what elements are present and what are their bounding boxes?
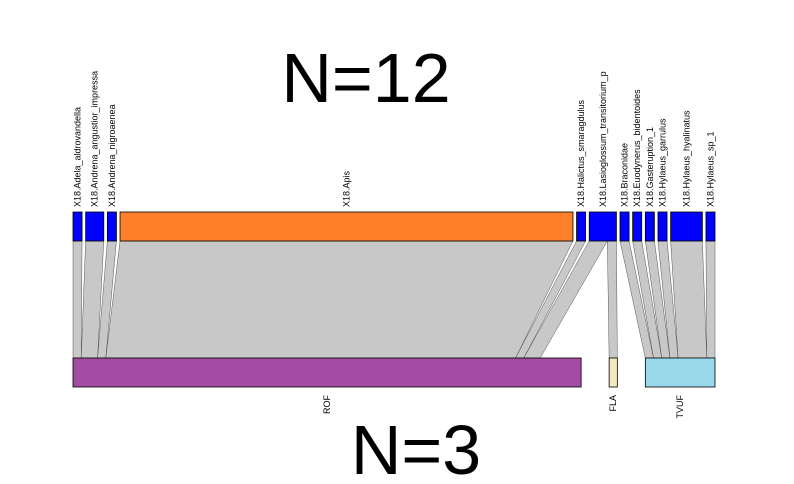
higher-node-x18-braconidae [620,212,629,241]
higher-node-x18-gasteruption-1 [645,212,654,241]
link-x18-apis-to-rof [106,241,573,358]
lower-node-label: FLA [608,395,619,412]
higher-node-x18-apis [120,212,573,241]
lower-node-rof [73,358,581,387]
link-x18-lasioglossum-transitorium-p-to-fla [607,241,617,358]
lower-node-label: TVUF [675,395,686,419]
higher-node-label: X18.Hylaeus_hyalinatus [681,110,692,207]
higher-node-x18-hylaeus-hyalinatus [671,212,703,241]
higher-node-label: X18.Adela_aldrovandella [72,106,83,207]
higher-node-label: X18.Andrena_nigroaenea [106,104,117,207]
higher-node-label: X18.Halictus_smaragdulus [576,99,587,207]
lower-node-label: ROF [322,395,333,414]
higher-node-label: X18.Hylaeus_garrulus [657,118,668,207]
link-x18-adela-aldrovandella-to-rof [73,241,82,358]
higher-node-x18-halictus-smaragdulus [577,212,586,241]
higher-node-x18-adela-aldrovandella [73,212,82,241]
higher-level-boxes [73,212,715,241]
links-layer [73,241,715,358]
higher-node-label: X18.Braconidae [619,142,630,207]
lower-level-boxes [73,358,715,387]
higher-node-label: X18.Apis [341,170,352,207]
higher-node-x18-andrena-nigroaenea [107,212,116,241]
higher-node-label: X18.Gasteruption_1 [644,126,655,207]
higher-node-x18-lasioglossum-transitorium-p [589,212,616,241]
higher-level-count-title: N=12 [281,39,451,117]
higher-node-label: X18.Hylaeus_sp_1 [705,131,716,207]
lower-node-tvuf [645,358,715,387]
higher-node-x18-hylaeus-sp-1 [706,212,715,241]
link-x18-hylaeus-sp-1-to-tvuf [706,241,715,358]
higher-node-x18-euodynerus-bidentoides [633,212,642,241]
higher-node-x18-hylaeus-garrulus [658,212,667,241]
lower-level-count-title: N=3 [350,411,482,484]
higher-node-label: X18.Andrena_angustior_impressa [89,70,100,208]
lower-node-fla [609,358,617,387]
higher-node-label: X18.Lasioglossum_transitorium_p [597,71,608,207]
higher-node-label: X18.Euodynerus_bidentoides [632,89,643,207]
higher-node-x18-andrena-angustior-impressa [86,212,104,241]
